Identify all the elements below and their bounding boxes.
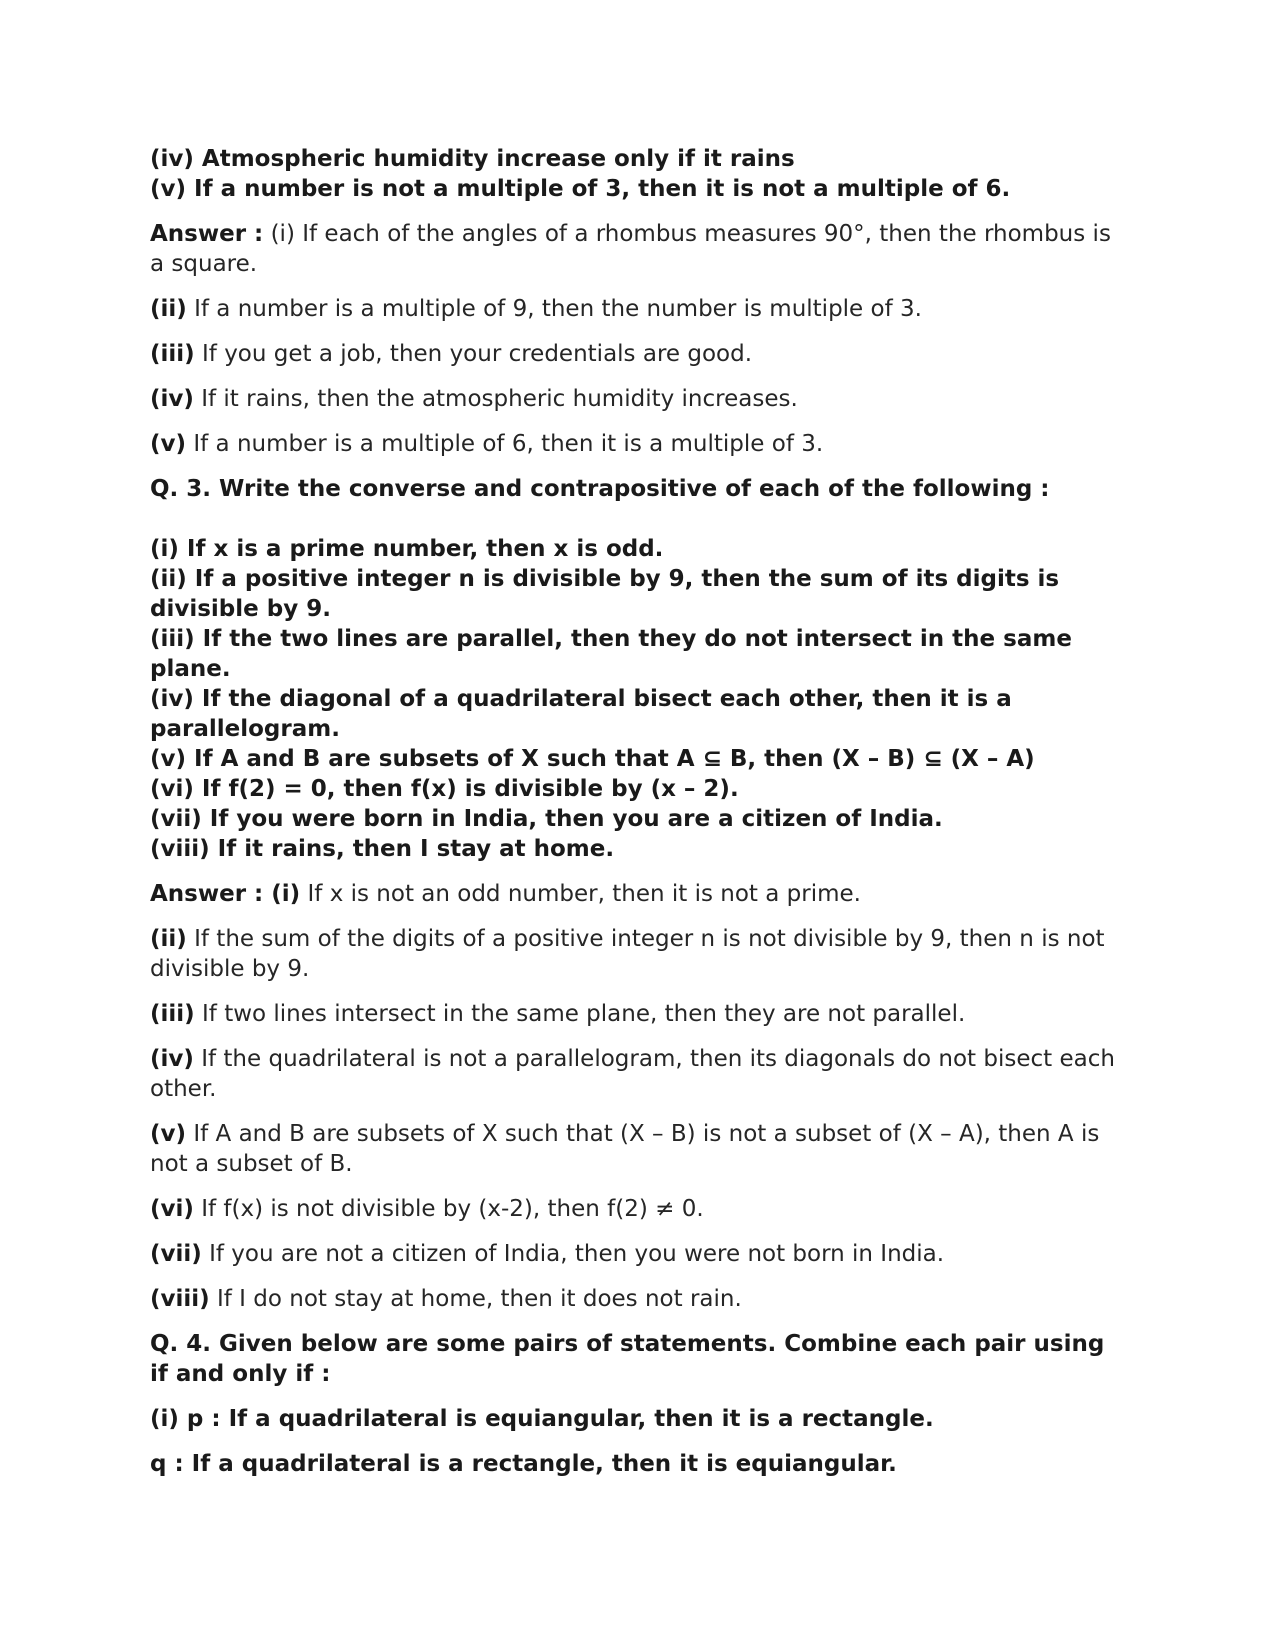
q3-statement: (iii) If the two lines are parallel, then they do not intersect in the same plane. <box>150 626 1072 682</box>
item-number: (ii) <box>150 926 187 952</box>
answer-1-item <box>150 429 1130 459</box>
item-text: If A and B are subsets of X such that (X – B) is not a subset of (X – A), then A is not a subset of B. <box>150 1121 1100 1177</box>
q3-statement: (vii) If you were born in India, then you are a citizen of India. <box>150 806 943 832</box>
answer-text: (i) If each of the angles of a rhombus measures 90°, then the rhombus is a square. <box>150 221 1111 277</box>
item-text: If two lines intersect in the same plane, then they are not parallel. <box>194 1001 966 1027</box>
item-number: (vii) <box>150 1241 202 1267</box>
item-number: (v) <box>150 431 187 457</box>
document-page <box>150 144 1130 1479</box>
item-text: If f(x) is not divisible by (x-2), then f(2) ≠ 0. <box>193 1196 704 1222</box>
item-number: (ii) <box>150 296 187 322</box>
answer-2-item <box>150 924 1130 984</box>
statement-iv: (iv) Atmospheric humidity increase only if it rains <box>150 146 795 172</box>
answer-label: Answer : <box>150 881 264 907</box>
item-number: (iii) <box>150 341 195 367</box>
answer-2-first <box>150 879 1130 909</box>
q3-statement: (vi) If f(2) = 0, then f(x) is divisible by (x – 2). <box>150 776 739 802</box>
answer-1-item <box>150 384 1130 414</box>
answer-2-item <box>150 999 1130 1029</box>
answer-2-item <box>150 1194 1130 1224</box>
answer-1-item <box>150 294 1130 324</box>
item-number: (v) <box>150 1121 187 1147</box>
question-3-title: Q. 3. Write the converse and contrapositive of each of the following : <box>150 476 1050 502</box>
q3-statement: (viii) If it rains, then I stay at home. <box>150 836 615 862</box>
answer-2-item <box>150 1119 1130 1179</box>
item-number: (i) <box>263 881 301 907</box>
q4-statement-q: q : If a quadrilateral is a rectangle, then it is equiangular. <box>150 1451 897 1477</box>
item-text: If x is not an odd number, then it is not a prime. <box>300 881 861 907</box>
answer-1-first <box>150 219 1130 279</box>
statement-v: (v) If a number is not a multiple of 3, then it is not a multiple of 6. <box>150 176 1011 202</box>
item-number: (iii) <box>150 1001 195 1027</box>
item-text: If you get a job, then your credentials are good. <box>194 341 753 367</box>
item-text: If a number is a multiple of 9, then the number is multiple of 3. <box>186 296 922 322</box>
answer-label: Answer : <box>150 221 264 247</box>
item-text: If a number is a multiple of 6, then it is a multiple of 3. <box>186 431 824 457</box>
item-number: (iv) <box>150 1046 194 1072</box>
item-text: If the sum of the digits of a positive integer n is not divisible by 9, then n is not divisible by 9. <box>150 926 1105 982</box>
q3-statement: (i) If x is a prime number, then x is odd. <box>150 536 664 562</box>
item-text: If it rains, then the atmospheric humidity increases. <box>193 386 798 412</box>
item-number: (vi) <box>150 1196 194 1222</box>
q3-statement: (v) If A and B are subsets of X such that A ⊆ B, then (X – B) ⊆ (X – A) <box>150 746 1035 772</box>
answer-2-item <box>150 1239 1130 1269</box>
q3-statement: (iv) If the diagonal of a quadrilateral bisect each other, then it is a parallelogram. <box>150 686 1012 742</box>
item-number: (viii) <box>150 1286 210 1312</box>
item-text: If the quadrilateral is not a parallelogram, then its diagonals do not bisect each other. <box>150 1046 1115 1102</box>
question-4-title: Q. 4. Given below are some pairs of statements. Combine each pair using if and only if : <box>150 1331 1105 1387</box>
q4-statement-p: (i) p : If a quadrilateral is equiangular, then it is a rectangle. <box>150 1406 934 1432</box>
item-number: (iv) <box>150 386 194 412</box>
q3-statement: (ii) If a positive integer n is divisible by 9, then the sum of its digits is divisible by 9. <box>150 566 1060 622</box>
item-text: If I do not stay at home, then it does not rain. <box>209 1286 742 1312</box>
answer-2-item <box>150 1044 1130 1104</box>
item-text: If you are not a citizen of India, then you were not born in India. <box>201 1241 945 1267</box>
answer-1-item <box>150 339 1130 369</box>
answer-2-item <box>150 1284 1130 1314</box>
